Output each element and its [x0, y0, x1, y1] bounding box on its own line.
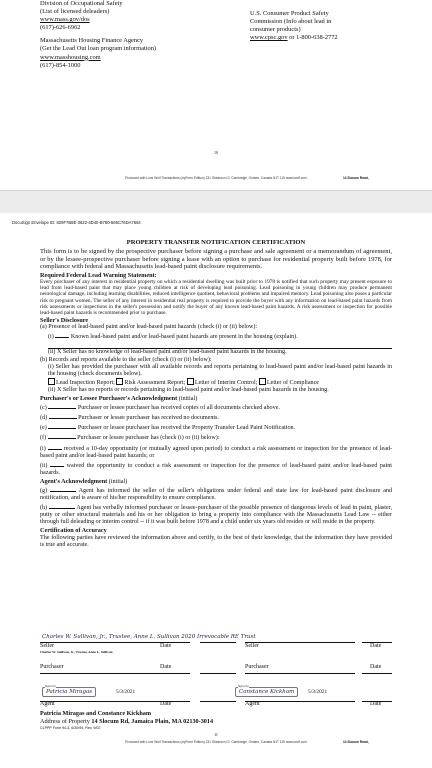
- agent-label: Agent: [245, 701, 260, 707]
- agent-ack-title: Agent's Acknowledgment: [40, 477, 108, 485]
- initial-blank[interactable]: [48, 402, 76, 409]
- checkbox-label: Letter of Interim Control;: [194, 379, 258, 386]
- date-label: Date: [370, 643, 382, 649]
- resource-list-right: [250, 10, 420, 42]
- agent-signature-row: [40, 685, 392, 711]
- agent2-date: 5/3/2021: [308, 689, 328, 695]
- text-line: Massachusetts Housing Finance Agency: [40, 37, 144, 45]
- seller-item-a-i: (i) Known lead-based paint and/or lead-based paint hazards are present in the housing (explain).: [40, 331, 392, 341]
- agent2-signature-text: Constance Kickham: [239, 689, 295, 695]
- date-label: Date: [160, 701, 172, 707]
- initial-blank[interactable]: [49, 412, 77, 419]
- signature-line: [245, 701, 355, 702]
- seller-label: Seller: [40, 643, 54, 649]
- seller-label: Seller: [245, 643, 259, 649]
- text-line: (Get the Lead Out loan program information): [40, 45, 157, 53]
- date-line: [200, 701, 236, 702]
- form-code: CLPPP Form 94-3, 6/30/94, Rev. 9/02: [40, 726, 101, 730]
- date-label: Date: [370, 664, 382, 670]
- initial-blank[interactable]: [48, 432, 76, 439]
- agents-names: Patricia Miragas and Constance Kickham: [40, 710, 152, 717]
- checkbox-label: Lead Inspection Report;: [56, 379, 115, 386]
- initial-blank[interactable]: [49, 502, 75, 509]
- seller-item-b: (b) Records and reports available to the seller (check (i) or (ii) below):: [40, 356, 212, 363]
- agent2-signature[interactable]: [235, 687, 298, 697]
- purchaser-item-d-text: Purchaser or lessee purchaser has received no documents.: [78, 415, 219, 422]
- address-value: 14 Slocum Rd, Jamaica Plain, MA 02130-3014: [91, 718, 214, 725]
- footer-address: 14 Slocum Road,: [343, 740, 369, 744]
- intro-paragraph: This form is to be signed by the prospective purchaser before signing a purchase and sale agreement or a memorandum of agreement, or by the lessee-prospective purchaser before signing a lease with an option to purchase for residential property built before 1978, for compliance with federal and Massachusetts lead-based paint disclosure requirements.: [40, 248, 392, 271]
- purchaser-ack-heading: [40, 395, 392, 402]
- checkbox[interactable]: [259, 378, 266, 385]
- text-line: Commission (Info about lead in: [250, 18, 332, 26]
- text-line: U.S. Consumer Product Safety: [250, 10, 329, 17]
- masshousing-link[interactable]: www.masshousing.com: [40, 53, 101, 61]
- agent-ack-suffix: (initial): [107, 477, 128, 485]
- seller-item-a-i-text: Known lead-based paint and/or lead-based paint hazards are present in the housing (explain).: [70, 334, 298, 341]
- purchaser-item-f-ii: (ii) waived the opportunity to conduct a risk assessment or inspection for the presence of lead-based paint and/or lead-based paint hazards.: [40, 460, 392, 477]
- purchaser-label: Purchaser: [245, 664, 269, 670]
- accuracy-heading: Certification of Accuracy: [40, 527, 107, 535]
- purchaser-label: Purchaser: [40, 664, 64, 670]
- date-label: Date: [370, 701, 382, 707]
- cpsc-link[interactable]: www.cpsc.gov: [250, 34, 288, 42]
- seller-item-a: (a) Presence of lead-based paint and/or lead-based paint hazards (check (i) or (ii) below):: [40, 324, 258, 331]
- purchaser-item-e-text: Purchaser or lessee purchaser has received the Property Transfer Lead Paint Notification.: [77, 425, 296, 432]
- text-line: (617)-854-1000: [40, 61, 81, 69]
- checkbox[interactable]: [48, 378, 55, 385]
- resource-list-left: [40, 0, 230, 75]
- checkbox-label: Risk Assessment Report;: [124, 379, 186, 386]
- agent-item-g-text: Agent has informed the seller of the seller's obligations under federal and state law for lead-based paint disclosure and notification, and is aware of his/her responsibility to ensure compliance.: [40, 487, 392, 502]
- checkbox-label: Letter of Compliance: [266, 379, 320, 386]
- text-line: Division of Occupational Safety: [40, 0, 123, 7]
- text-line: (617)-626-6962: [40, 24, 81, 32]
- warning-heading: Required Federal Lead Warning Statement:: [40, 271, 157, 279]
- agent1-signature[interactable]: [42, 687, 96, 697]
- seller-item-b-ii: (ii) X Seller has no reports or records pertaining to lead-based paint and/or lead-based paint hazards in the housing.: [48, 386, 329, 393]
- seller-signature-row: [40, 633, 392, 659]
- page-number: 10: [214, 150, 218, 155]
- purchaser-item-d: (d) Purchaser or lessee purchaser has received no documents.: [40, 412, 392, 422]
- purchaser-item-c-text: Purchaser or lessee purchaser has received copies of all documents checked above.: [77, 405, 280, 412]
- seller-disclosure-heading: Seller's Disclosure: [40, 317, 89, 325]
- signature-line: [40, 673, 190, 674]
- footer-address: 14 Slocum Road,: [343, 176, 369, 180]
- date-line: [200, 642, 236, 643]
- envelope-id: DocuSign Envelope ID: 829F7B8E-3622-4D40-B780-566C76DA7664: [12, 220, 141, 225]
- document-checkboxes: [40, 378, 392, 387]
- date-line: [200, 673, 236, 674]
- dos-block: [40, 0, 230, 32]
- signature-line: [245, 673, 355, 674]
- page-11: [0, 213, 432, 768]
- warning-text: Every purchaser of any interest in residential property on which a residential dwelling was built prior to 1978 is notified that such property may present exposure to lead from lead-based paint that may place young children at risk of developing lead poisoning. Lead poisoning in young children may produce permanent neurological damage, including learning disabilities, reduced intelligence quotient, behavioral problems and impaired memory. Lead poisoning also poses a particular risk to pregnant women. The seller of any interest in residential real property is required to provide the buyer with any information on lead-based paint hazards from risk assessments or inspections in the seller's possession and notify the buyer of any known lead-based paint hazards. A risk assessment or inspection for possible lead-based paint hazards is recommended prior to purchase.: [40, 278, 392, 316]
- agent-item-h: (h) Agent has verbally informed purchaser or lessee-purchaser of the possible presence of dangerous levels of lead in paint, plaster, putty or other structural materials and his or her obligation to bring a property into compliance with the Massachusetts Lead Law -- either through full deleading or interim control -- if it was built before 1978 and a child under six years old resides or will reside in the property.: [40, 502, 392, 526]
- signed-by-tag: Signed by:: [238, 685, 250, 688]
- text-line: (List of licensed deleaders): [40, 8, 110, 16]
- signature-line: [245, 642, 355, 643]
- purchaser-item-e: (e) Purchaser or lessee purchaser has received the Property Transfer Lead Paint Notification.: [40, 422, 392, 432]
- seller-signature[interactable]: Charles W. Sullivan, Jr., Trustee, Anne L. Sullivan 2020 Irrevocable RE Trust: [42, 634, 256, 640]
- date-label: Date: [160, 664, 172, 670]
- seller-item-a-ii: (ii) X Seller has no knowledge of lead-based paint and/or lead-based paint hazards in the housing.: [48, 349, 287, 356]
- property-address: [40, 718, 213, 725]
- page-10: [0, 0, 432, 190]
- checkbox[interactable]: [187, 378, 194, 385]
- purchaser-ack-suffix: (initial): [177, 395, 198, 403]
- phone-text: or 1-800-638-2772: [287, 34, 338, 42]
- text-line: [250, 34, 420, 42]
- agent-label: Agent: [40, 701, 55, 707]
- page-footer: Produced with Lone Wolf Transactions (zipForm Edition) 231 Shearson Cr. Cambridge, Ontario, Canada N1T 1J5 www.lwolf.com: [125, 740, 307, 744]
- form-title: PROPERTY TRANSFER NOTIFICATION CERTIFICATION: [126, 239, 306, 246]
- check-blank[interactable]: [55, 331, 69, 338]
- purchaser-item-f-i-text: received a 10-day opportunity (or mutually agreed upon period) to conduct a risk assessment or inspection for the presence of lead-based paint and/or lead-based paint hazards; or: [40, 445, 392, 459]
- accuracy-text: The following parties have reviewed the information above and certify, to the best of their knowledge, that the information they have provided is true and accurate.: [40, 534, 392, 548]
- agent-item-g: (g) Agent has informed the seller of the seller's obligations under federal and state law for lead-based paint disclosure and notification, and is aware of his/her responsibility to ensure compliance.: [40, 485, 392, 502]
- certification-form: [40, 239, 392, 549]
- checkbox[interactable]: [116, 378, 123, 385]
- agent-ack-heading: [40, 478, 392, 485]
- purchaser-item-f: (f) Purchaser or lessee purchaser has (check (i) or (ii) below):: [40, 432, 392, 442]
- text-line: consumer products): [250, 26, 301, 34]
- agent1-date: 5/3/2021: [116, 689, 136, 695]
- check-blank[interactable]: [50, 460, 64, 467]
- purchaser-item-f-i: (i) received a 10-day opportunity (or mutually agreed upon period) to conduct a risk assessment or inspection for the presence of lead-based paint and/or lead-based paint hazards; or: [40, 443, 392, 460]
- agent-item-h-text: Agent has verbally informed purchaser or lessee-purchaser of the possible presence of dangerous levels of lead in paint, plaster, putty or other structural materials and his or her obligation to bring a property into compliance with the Massachusetts Lead Law -- either through full deleading or interim control -- if it was built before 1978 and a child under six years old resides or will reside in the property.: [40, 505, 393, 526]
- purchaser-item-f-ii-text: waived the opportunity to conduct a risk assessment or inspection for the presence of lead-based paint and/or lead-based paint hazards.: [40, 462, 393, 476]
- initial-blank[interactable]: [50, 485, 76, 492]
- signed-by-tag: Signed by:: [45, 685, 57, 688]
- agent1-signature-text: Patricia Miragas: [46, 689, 93, 695]
- dos-link[interactable]: www.mass.gov/dos: [40, 16, 90, 24]
- initial-blank[interactable]: [48, 422, 76, 429]
- address-label: Address of Property: [40, 718, 92, 725]
- page-footer: Produced with Lone Wolf Transactions (zipForm Edition) 231 Shearson Cr. Cambridge, Ontario, Canada N1T 1J5 www.lwolf.com: [125, 176, 307, 180]
- date-label: Date: [160, 643, 172, 649]
- date-line: [362, 673, 392, 674]
- masshousing-block: [40, 37, 230, 69]
- page-number: 11: [214, 732, 218, 737]
- purchaser-item-f-text: Purchaser or lessee purchaser has (check (i) or (ii) below):: [77, 435, 220, 442]
- purchaser-ack-title: Purchaser's or Lessee Purchaser's Acknowledgment: [40, 395, 178, 403]
- page-separator: [0, 190, 432, 214]
- seller-printed-names: Charles W. Sullivan, Jr., Trustee, Anne L. Sullivan: [40, 650, 113, 654]
- seller-item-b-i: (i) Seller has provided the purchaser with all available records and reports pertaining to lead-based paint and/or lead-based paint hazards in the housing (check documents below).: [48, 363, 392, 377]
- check-blank[interactable]: [48, 443, 62, 450]
- purchaser-item-c: (c) Purchaser or lessee purchaser has received copies of all documents checked above.: [40, 402, 392, 412]
